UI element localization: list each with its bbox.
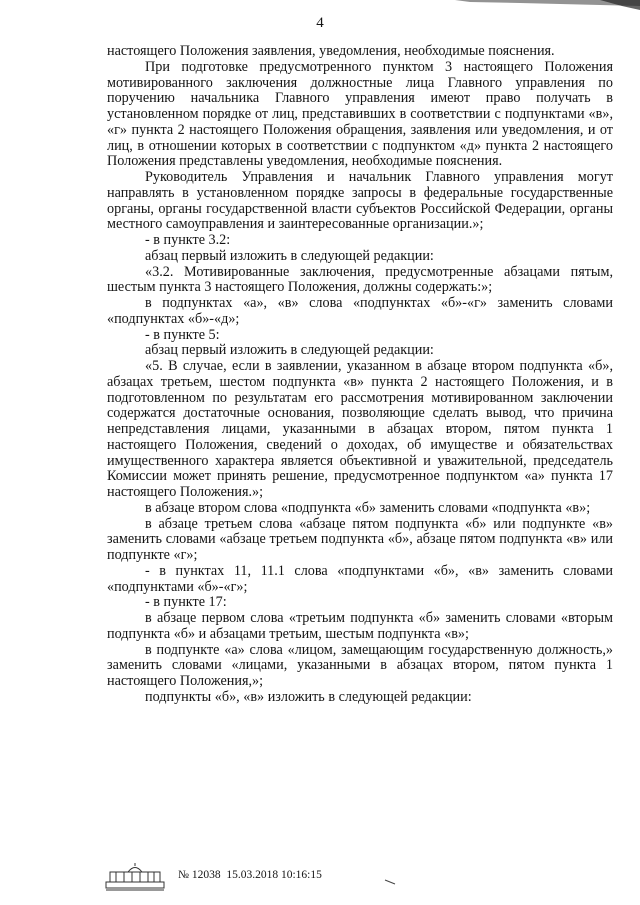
paragraph: настоящего Положения заявления, уведомления, необходимые пояснения. bbox=[107, 43, 555, 59]
paragraph: - в пункте 17: bbox=[145, 594, 227, 611]
page-number: 4 bbox=[316, 15, 324, 31]
paragraph: в абзаце втором слова «подпункта «б» заменить словами «подпункта «в»; bbox=[145, 499, 591, 516]
paragraph: - в пункте 3.2: bbox=[145, 232, 231, 248]
document-body bbox=[107, 44, 613, 706]
paragraph: - в пункте 5: bbox=[145, 326, 220, 343]
registration-stamp: № 12038 15.03.2018 10:16:15 bbox=[178, 869, 322, 881]
paragraph: подпункты «б», «в» изложить в следующей редакции: bbox=[145, 688, 472, 705]
paragraph: - в пунктах 11, 11.1 слова «подпунктами «б», «в» заменить словами «подпунктами «б»-«г»; bbox=[107, 562, 613, 595]
paragraph: Руководитель Управления и начальник Главного управления могут направлять в установленном порядке запросы в федеральные государственные органы, органы государственной власти субъектов Российской Федерации, органы местного самоуправления и заинтересованные организации.»; bbox=[107, 169, 613, 233]
paragraph: «3.2. Мотивированные заключения, предусмотренные абзацами пятым, шестым пункта 3 настоящего Положения, должны содержать:»; bbox=[107, 263, 613, 296]
paragraph: абзац первый изложить в следующей редакции: bbox=[145, 342, 434, 359]
paragraph: в абзаце третьем слова «абзаце пятом подпункта «б» или подпункте «в» заменить словами «абзаце третьем подпункта «б», абзаце пятом подпункта «в» или подпункте «г»; bbox=[107, 515, 613, 563]
paragraph: в абзаце первом слова «третьим подпункта «б» заменить словами «вторым подпункта «б» и абзацами третьим, шестым подпункта «в»; bbox=[107, 610, 613, 642]
building-logo-icon bbox=[104, 862, 166, 892]
paragraph: При подготовке предусмотренного пунктом 3 настоящего Положения мотивированного заключения должностные лица Главного управления по поручению начальника Главного управления имеют право получать в установленном порядке от лиц, представивших в соответствии с подпунктами «в», «г» пункта 2 настоящего Положения обращения, заявления или уведомления, и от лиц, в отношении которых в соответствии с подпунктом «д» пункта 2 настоящего Положения представлены уведомления, необходимые пояснения. bbox=[107, 58, 613, 170]
paragraph: в подпункте «а» слова «лицом, замещающим государственную должность,» заменить словами «лицами, указанными в абзацах втором, пятом пункта 1 настоящего Положения,»; bbox=[107, 641, 613, 689]
paragraph: абзац первый изложить в следующей редакции: bbox=[145, 247, 434, 264]
paragraph: «5. В случае, если в заявлении, указанном в абзаце втором подпункта «б», абзацах третьем, шестом подпункта «в» пункта 2 настоящего Положения, и в подготовленном по результатам его рассмотрения мотивированном заключении содержатся достаточные основания, позволяющие сделать вывод, что причина непредставления лицами, указанными в абзацах втором, пятом пункта 1 настоящего Положения, сведений о доходах, об имуществе и обязательствах имущественного характера является объективной и уважительной, председатель Комиссии может принять решение, предусмотренное подпунктом «а» пункта 17 настоящего Положения.»; bbox=[107, 358, 613, 500]
paragraph: в подпунктах «а», «в» слова «подпунктах «б»-«г» заменить словами «подпунктах «б»-«д»; bbox=[107, 295, 613, 327]
